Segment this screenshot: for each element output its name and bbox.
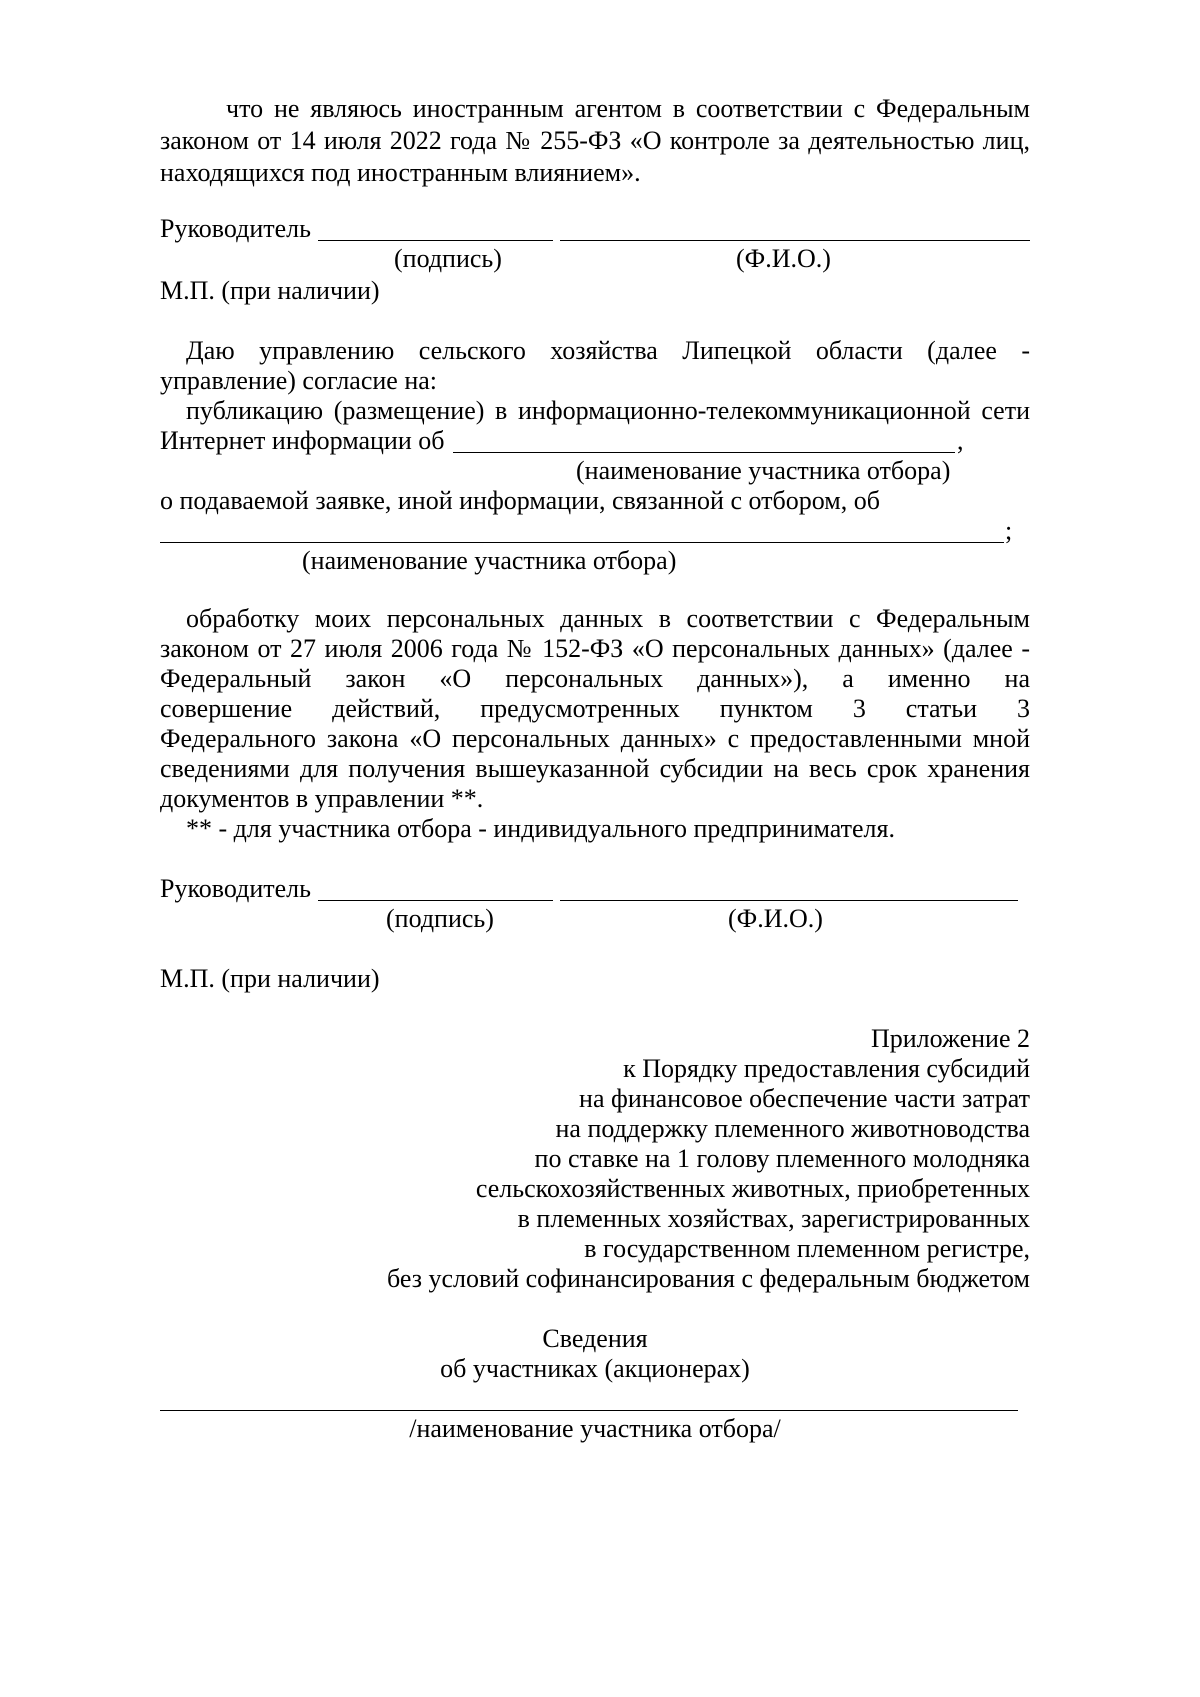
full-name-line-2	[560, 900, 1018, 901]
full-name-line	[560, 240, 1030, 241]
signature-line	[318, 240, 553, 241]
info-title: Сведения	[542, 1324, 648, 1353]
personal-data-line-4: совершение действий, предусмотренных пунктом 3 статьи 3	[160, 694, 1030, 723]
personal-data-line-7: документов в управлении **.	[160, 784, 484, 813]
consent-line-2: управление) согласие на:	[160, 366, 437, 395]
participant-name-line-2	[160, 542, 1004, 543]
stamp-label-2: М.П. (при наличии)	[160, 964, 380, 993]
appendix-line-6: сельскохозяйственных животных, приобретенных	[475, 1174, 1030, 1203]
appendix-line-2: к Порядку предоставления субсидий	[623, 1054, 1030, 1083]
info-subtitle: об участниках (акционерах)	[440, 1354, 750, 1383]
appendix-line-3: на финансовое обеспечение части затрат	[579, 1084, 1030, 1113]
consent-line-3: публикацию (размещение) в информационно-телекоммуникационной сети	[186, 396, 1030, 425]
personal-data-line-5: Федерального закона «О персональных данных» с предоставленными мной	[160, 724, 1030, 753]
appendix-line-8: в государственном племенном регистре,	[584, 1234, 1030, 1263]
participant-name-line-3	[160, 1410, 1018, 1411]
full-name-caption-2: (Ф.И.О.)	[728, 904, 823, 933]
participant-name-line-1	[453, 452, 955, 453]
consent-line-4-end: ,	[957, 426, 964, 455]
participant-name-caption-2: (наименование участника отбора)	[302, 546, 677, 575]
signatory-role-label: Руководитель	[160, 214, 311, 243]
personal-data-line-6: сведениями для получения вышеуказанной субсидии на весь срок хранения	[160, 754, 1030, 783]
consent-line-5: о подаваемой заявке, иной информации, связанной с отбором, об	[160, 486, 880, 515]
participant-name-caption-1: (наименование участника отбора)	[576, 456, 951, 485]
stamp-label: М.П. (при наличии)	[160, 276, 380, 305]
appendix-line-9: без условий софинансирования с федеральным бюджетом	[386, 1264, 1030, 1293]
signature-caption: (подпись)	[394, 244, 502, 273]
appendix-line-5: по ставке на 1 голову племенного молодняка	[534, 1144, 1030, 1173]
personal-data-line-2: законом от 27 июля 2006 года № 152-ФЗ «О персональных данных» (далее -	[160, 634, 1030, 663]
footnote: ** - для участника отбора - индивидуального предпринимателя.	[186, 814, 895, 843]
consent-line-6-end: ;	[1005, 516, 1013, 545]
foreign-agent-line-2: законом от 14 июля 2022 года № 255-ФЗ «О контроле за деятельностью лиц,	[160, 126, 1030, 155]
appendix-line-4: на поддержку племенного животноводства	[555, 1114, 1030, 1143]
personal-data-line-1: обработку моих персональных данных в соответствии с Федеральным	[186, 604, 1030, 633]
appendix-line-7: в племенных хозяйствах, зарегистрированных	[517, 1204, 1030, 1233]
full-name-caption: (Ф.И.О.)	[736, 244, 831, 273]
consent-line-1: Даю управлению сельского хозяйства Липецкой области (далее -	[186, 336, 1030, 365]
participant-name-caption-3: /наименование участника отбора/	[409, 1414, 781, 1443]
signature-caption-2: (подпись)	[386, 904, 494, 933]
consent-line-4: Интернет информации об	[160, 426, 445, 455]
foreign-agent-line-1: что не являюсь иностранным агентом в соответствии с Федеральным	[226, 94, 1030, 123]
signature-line-2	[318, 900, 553, 901]
foreign-agent-line-3: находящихся под иностранным влиянием».	[160, 158, 641, 187]
signatory-role-label-2: Руководитель	[160, 874, 311, 903]
appendix-line-1: Приложение 2	[870, 1024, 1030, 1053]
personal-data-line-3: Федеральный закон «О персональных данных»), а именно на	[160, 664, 1030, 693]
